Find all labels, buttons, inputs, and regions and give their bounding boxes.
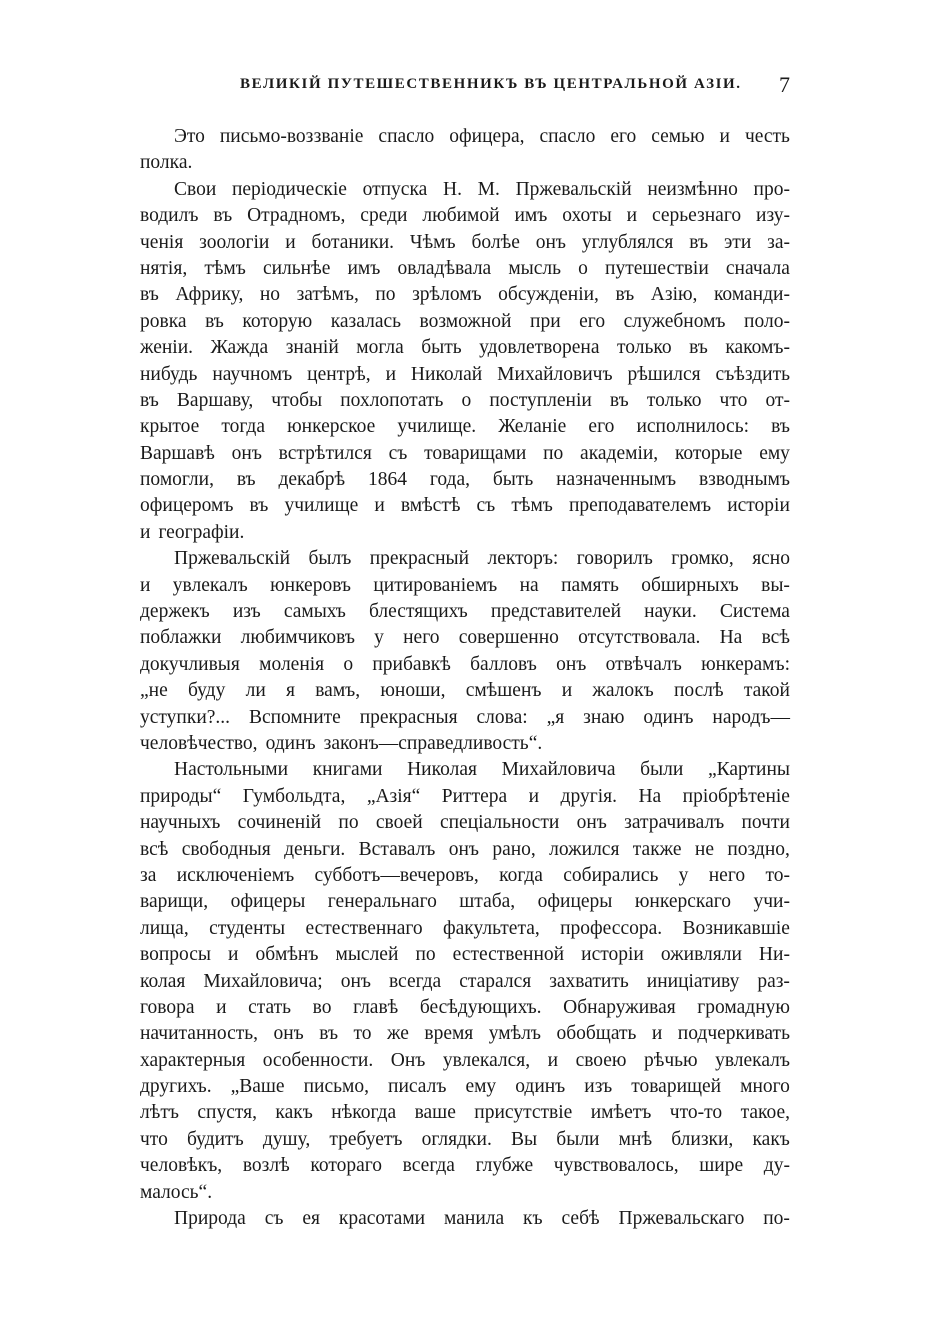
text-line: женіи. Жажда знаній могла быть удовлетворена только въ какомъ- — [140, 337, 790, 359]
running-header — [140, 72, 790, 102]
text-line: докучливыя моленія о прибавкѣ балловъ онъ отвѣчалъ юнкерамъ: — [140, 653, 790, 675]
text-line: въ Африку, но затѣмъ, по зрѣломъ обсужденіи, въ Азію, команди- — [140, 284, 790, 306]
running-title: ВЕЛИКІЙ ПУТЕШЕСТВЕННИКЪ ВЪ ЦЕНТРАЛЬНОЙ АЗІИ. — [240, 76, 742, 92]
text-line: офицеромъ въ училище и вмѣстѣ съ тѣмъ преподавателемъ исторіи — [140, 495, 790, 517]
text-line: колая Михайловича; онъ всегда старался захватить иниціативу раз- — [140, 970, 790, 992]
text-line: помогли, въ декабрѣ 1864 года, быть назначеннымъ взводнымъ — [140, 469, 790, 491]
text-line: и увлекалъ юнкеровъ цитированіемъ на память обширныхъ вы- — [140, 574, 790, 596]
text-line: Настольными книгами Николая Михайловича были „Картины — [174, 759, 790, 781]
text-line: лѣтъ спустя, какъ нѣкогда ваше присутствіе имѣетъ что-то такое, — [140, 1102, 790, 1124]
text-line: нятія, тѣмъ сильнѣе имъ овладѣвала мысль о путешествіи сначала — [140, 257, 790, 279]
text-line: Пржевальскій былъ прекрасный лекторъ: говорилъ громко, ясно — [174, 548, 790, 570]
text-line: Природа съ ея красотами манила къ себѣ Пржевальскаго по- — [174, 1208, 790, 1230]
text-line: уступки?... Вспомните прекрасныя слова: „я знаю одинъ народъ— — [140, 706, 790, 728]
text-line: поблажки любимчиковъ у него совершенно отсутствовала. На всѣ — [140, 627, 790, 649]
text-line: Варшавѣ онъ встрѣтился съ товарищами по академіи, которые ему — [140, 442, 790, 464]
text-line: научныхъ сочиненій по своей спеціальности онъ затрачивалъ почти — [140, 812, 790, 834]
text-line: малось“. — [140, 1181, 213, 1203]
text-line: держекъ изъ самыхъ блестящихъ представителей науки. Система — [140, 601, 790, 623]
text-line: ровка въ которую казалась возможной при его служебномъ поло- — [140, 310, 790, 332]
text-line: „не буду ли я вамъ, юноши, смѣшенъ и жалокъ послѣ такой — [140, 680, 790, 702]
text-line: Свои періодическіе отпуска Н. М. Пржевальскій неизмѣнно про- — [174, 178, 790, 200]
text-line: человѣчество, одинъ законъ—справедливость“. — [140, 732, 543, 754]
text-line: говора и стать во главѣ бесѣдующихъ. Обнаруживая громадную — [140, 996, 790, 1018]
text-line: лища, студенты естественнаго факультета, профессора. Возникавшіе — [140, 917, 790, 939]
text-line: начитанность, онъ въ то же время умѣлъ обобщать и подчеркивать — [140, 1023, 790, 1045]
text-line: другихъ. „Ваше письмо, писалъ ему одинъ изъ товарищей много — [140, 1076, 790, 1098]
text-line: характерныя особенности. Онъ увлекался, и своею рѣчью увлекалъ — [140, 1049, 790, 1071]
text-line: полка. — [140, 152, 193, 174]
text-line: варищи, офицеры генеральнаго штаба, офицеры юнкерскаго учи- — [140, 891, 790, 913]
text-line: нибудь научномъ центрѣ, и Николай Михайловичъ рѣшился съѣздить — [140, 363, 790, 385]
text-line: за исключеніемъ субботъ—вечеровъ, когда собирались у него то- — [140, 864, 790, 886]
text-line: водилъ въ Отрадномъ, среди любимой имъ охоты и серьезнаго изу- — [140, 205, 790, 227]
text-line: ченія зоологіи и ботаники. Чѣмъ болѣе онъ углублялся въ эти за- — [140, 231, 790, 253]
text-line: и географіи. — [140, 521, 245, 543]
text-line: крытое тогда юнкерское училище. Желаніе его исполнилось: въ — [140, 416, 790, 438]
text-line: Это письмо-воззваніе спасло офицера, спасло его семью и честь — [174, 126, 790, 147]
text-line: всѣ свободныя деньги. Вставалъ онъ рано, ложился также не поздно, — [140, 838, 790, 860]
text-line: вопросы и обмѣнъ мыслей по естественной исторіи оживляли Ни- — [140, 944, 790, 966]
page-number: 7 — [779, 72, 790, 97]
text-line: въ Варшаву, чтобы похлопотать о поступленіи въ только что от- — [140, 389, 790, 411]
body-text — [140, 124, 790, 1232]
text-line: человѣкъ, возлѣ котораго всегда глубже чувствовалось, шире ду- — [140, 1155, 790, 1177]
text-line: что будитъ душу, требуетъ оглядки. Вы были мнѣ близки, какъ — [140, 1128, 790, 1150]
text-line: природы“ Гумбольдта, „Азія“ Риттера и другія. На пріобрѣтеніе — [140, 785, 790, 807]
